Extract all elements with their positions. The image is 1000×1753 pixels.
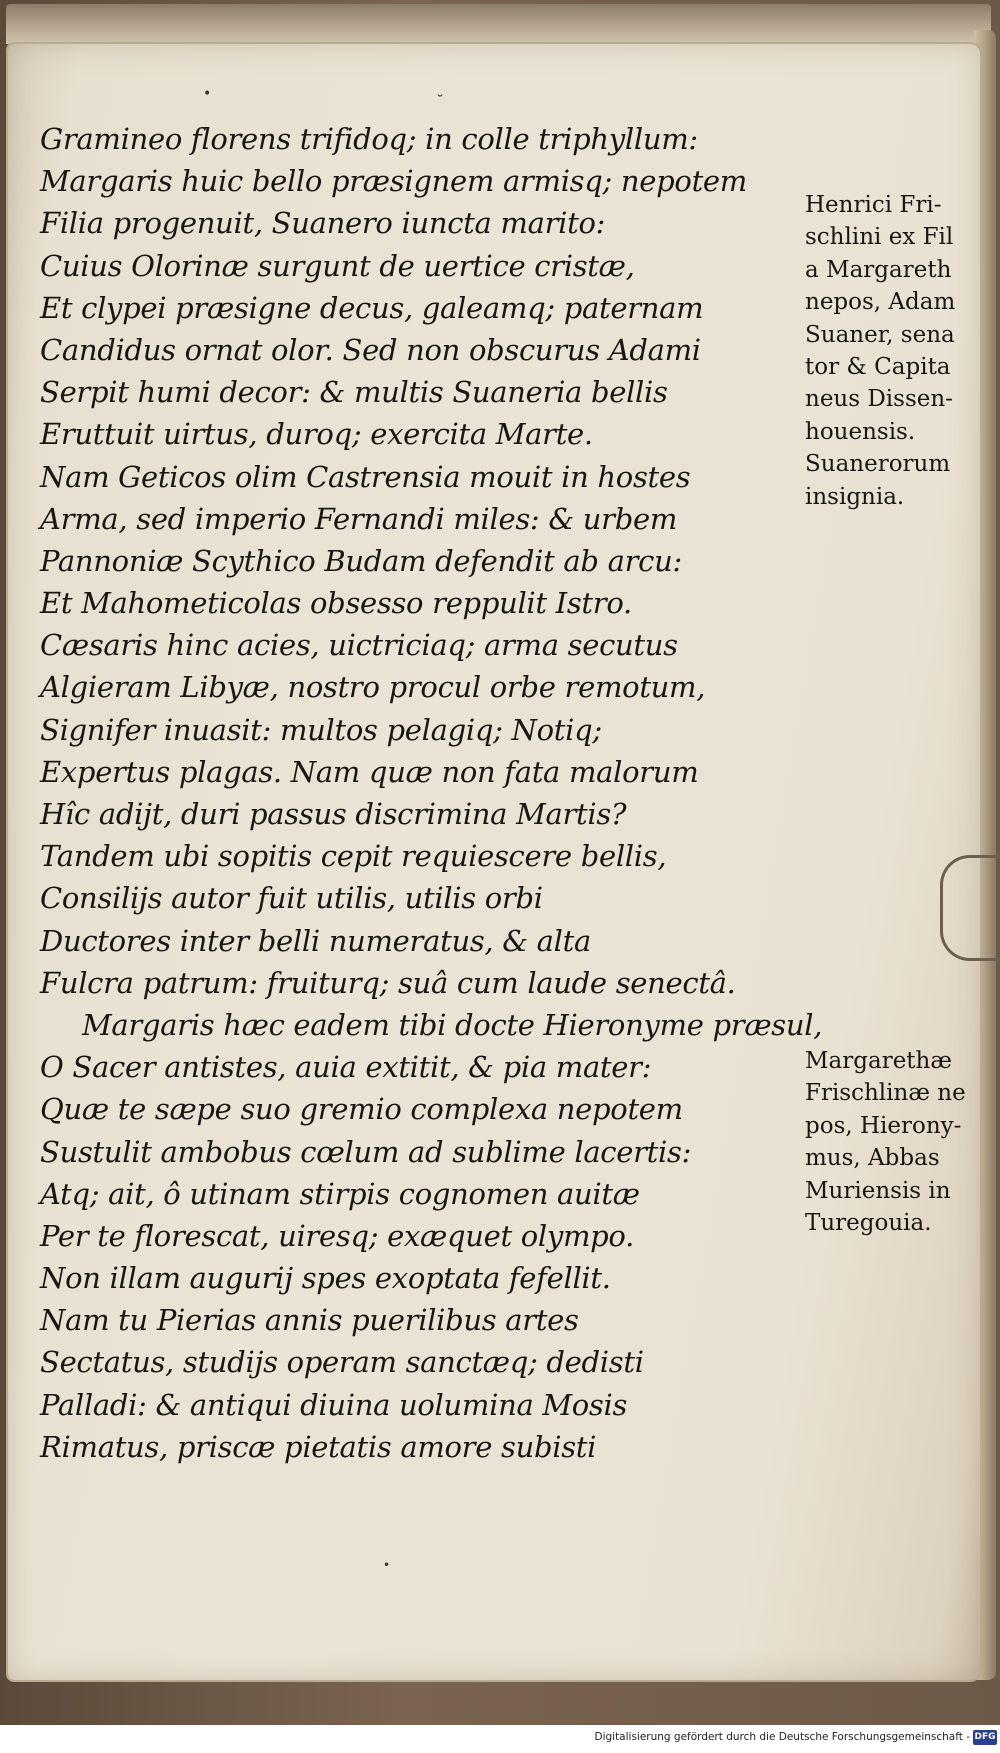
margin-note-line: neus Dissen- (805, 386, 953, 413)
dfg-logo-icon: DFG (973, 1730, 997, 1745)
margin-note-line: Suanerorum (805, 451, 951, 478)
verse-line: Per te florescat, uiresq; exæquet olympo. (40, 1218, 634, 1253)
verse-line: Sustulit ambobus cœlum ad sublime lacertis: (40, 1134, 692, 1169)
verse-line: Expertus plagas. Nam quæ non fata malorum (40, 754, 699, 789)
verse-line: Nam Geticos olim Castrensia mouit in hostes (40, 459, 691, 494)
margin-note-line: Turegouia. (805, 1210, 932, 1237)
verse-line-paragraph-start: Margaris hæc eadem tibi docte Hieronyme præsul, (82, 1007, 823, 1042)
book-clasp (940, 855, 1000, 961)
verse-line: Filia progenuit, Suanero iuncta marito: (40, 206, 606, 241)
verse-line: Tandem ubi sopitis cepit requiescere bellis, (40, 839, 667, 874)
margin-note-line: tor & Capita (805, 354, 951, 381)
verse-line: Consilijs autor fuit utilis, utilis orbi (40, 881, 543, 916)
margin-note-line: Frischlinæ ne (805, 1080, 966, 1107)
margin-note-line: pos, Hierony- (805, 1112, 962, 1139)
verse-line: Rimatus, priscæ pietatis amore subisti (40, 1429, 597, 1464)
verse-line: Nam tu Pierias annis puerilibus artes (40, 1303, 579, 1338)
verse-line: Fulcra patrum: fruiturq; suâ cum laude senectâ. (40, 965, 736, 1000)
verse-line: Arma, sed imperio Fernandi miles: & urbem (40, 501, 678, 536)
verse-line: Non illam augurij spes exoptata fefellit. (40, 1261, 611, 1296)
margin-note-line: Henrici Fri- (805, 192, 942, 218)
verse-line: Algieram Libyæ, nostro procul orbe remotum, (40, 670, 706, 705)
verse-block (40, 118, 823, 1468)
margin-note-hieronymus (805, 1045, 975, 1239)
verse-line: Et Mahometicolas obsesso reppulit Istro. (40, 586, 632, 621)
ink-speck: • (203, 86, 212, 102)
digitization-footer (0, 1725, 1000, 1753)
verse-line: Hîc adijt, duri passus discrimina Martis? (40, 797, 627, 831)
verse-line: Serpit humi decor: & multis Suaneria bellis (40, 375, 668, 410)
margin-note-line: insignia. (805, 483, 905, 510)
margin-note-line: Muriensis in (805, 1177, 951, 1204)
margin-note-line: Margarethæ (805, 1048, 952, 1074)
margin-note-line: a Margareth (805, 256, 952, 283)
verse-line: Quæ te sæpe suo gremio complexa nepotem (40, 1092, 683, 1127)
verse-line: Signifer inuasit: multos pelagiq; Notiq; (40, 712, 602, 747)
verse-line: Cuius Olorinæ surgunt de uertice cristæ, (40, 248, 635, 283)
verse-line: Margaris huic bello præsignem armisq; nepotem (40, 164, 747, 199)
verse-line: Candidus ornat olor. Sed non obscurus Adami (40, 332, 701, 367)
margin-note-line: nepos, Adam (805, 289, 956, 316)
page-edge-top (6, 4, 991, 44)
margin-note-frischlin (805, 189, 975, 513)
verse-line: Sectatus, studijs operam sanctæq; dedisti (40, 1345, 644, 1380)
verse-line: Eruttuit uirtus, duroq; exercita Marte. (40, 417, 593, 452)
verse-line: Atq; ait, ô utinam stirpis cognomen auitæ (40, 1176, 640, 1211)
verse-line: Cæsaris hinc acies, uictriciaq; arma secutus (40, 628, 678, 663)
margin-note-line: houensis. (805, 418, 916, 445)
ink-speck: • (383, 1558, 391, 1572)
digitization-credit: Digitalisierung gefördert durch die Deutsche Forschungsgemeinschaft - (594, 1731, 970, 1743)
margin-note-line: Suaner, sena (805, 321, 955, 348)
verse-line: Et clypei præsigne decus, galeamq; paternam (40, 290, 704, 325)
margin-note-line: mus, Abbas (805, 1145, 940, 1172)
ink-speck: ˘ (436, 92, 444, 111)
verse-line: Ductores inter belli numeratus, & alta (40, 923, 591, 958)
verse-line: Pannoniæ Scythico Budam defendit ab arcu: (40, 543, 682, 578)
verse-line: Palladi: & antiqui diuina uolumina Mosis (40, 1387, 628, 1422)
verse-line: O Sacer antistes, auia extitit, & pia mater: (40, 1050, 652, 1085)
verse-line: Gramineo florens trifidoq; in colle triphyllum: (40, 122, 698, 156)
margin-note-line: schlini ex Fil (805, 224, 954, 251)
